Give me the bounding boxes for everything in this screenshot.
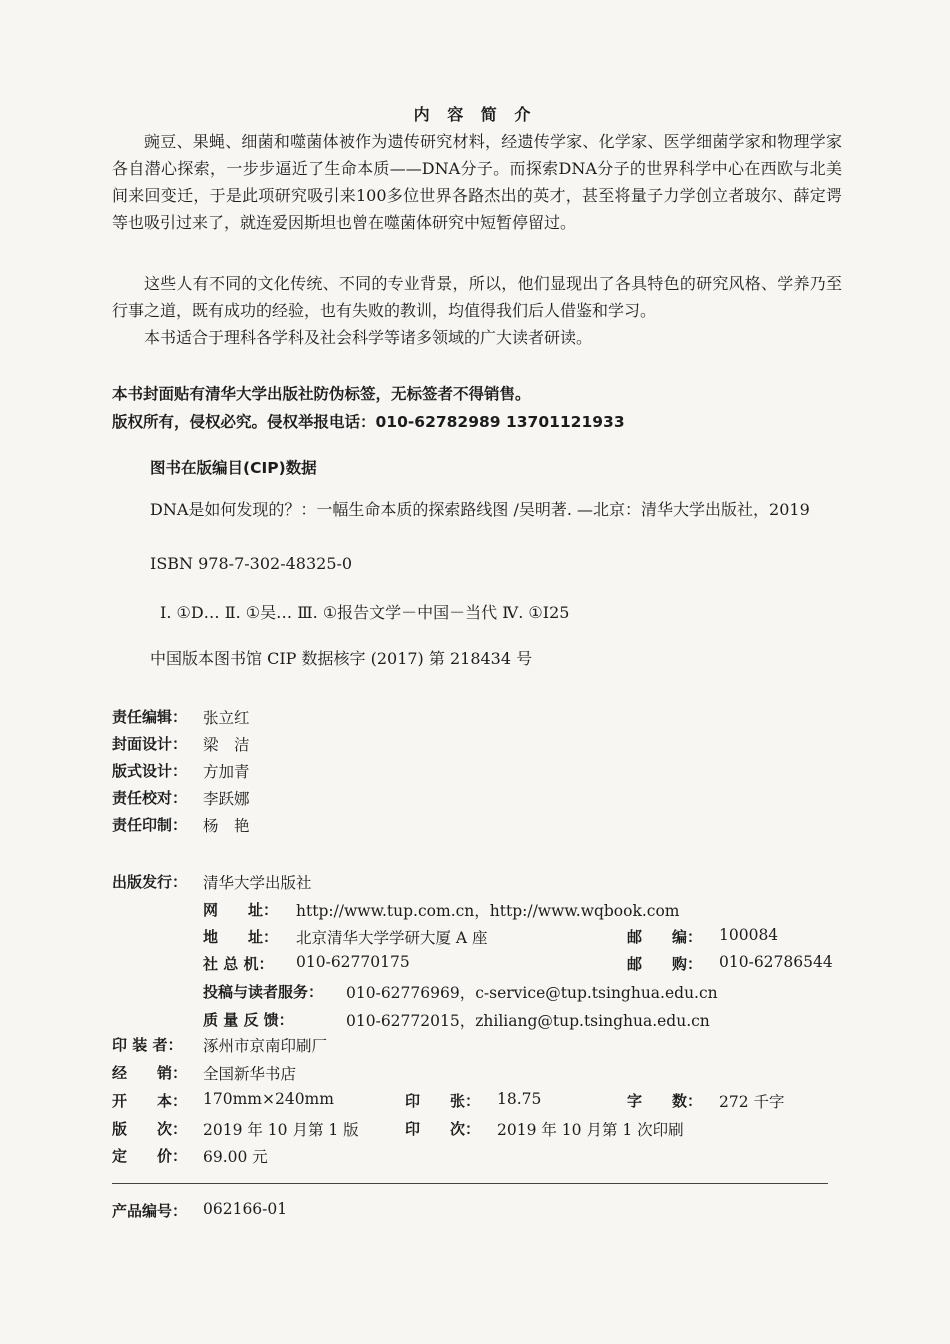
price-label: 定 价： [112, 1147, 188, 1165]
staff-value: 张立红 [203, 709, 250, 727]
switchboard-value: 010-62770175 [296, 953, 410, 971]
format-label: 开 本： [112, 1092, 188, 1110]
printing-value: 2019 年 10 月第 1 次印刷 [497, 1121, 684, 1139]
mailorder-value: 010-62786544 [719, 953, 833, 971]
sheets-label: 印 张： [405, 1092, 481, 1110]
intro-paragraph-2: 这些人有不同的文化传统、不同的专业背景，所以，他们显现出了各具特色的研究风格、学养乃至行事之道，既有成功的经验，也有失败的教训，均值得我们后人借鉴和学习。 [112, 274, 842, 320]
format-value: 170mm×240mm [203, 1090, 334, 1108]
staff-label: 封面设计： [112, 735, 188, 753]
edition-label: 版 次： [112, 1120, 188, 1138]
cip-classification: Ⅰ. ①D… Ⅱ. ①吴… Ⅲ. ①报告文学－中国－当代 Ⅳ. ①I25 [160, 603, 570, 622]
staff-label: 责任编辑： [112, 708, 188, 726]
divider-rule [112, 1183, 828, 1184]
publisher-name: 清华大学出版社 [203, 874, 312, 892]
cip-heading: 图书在版编目(CIP)数据 [150, 459, 317, 477]
intro-paragraph-3: 本书适合于理科各学科及社会科学等诸多领域的广大读者研读。 [144, 328, 593, 347]
website-value: http://www.tup.com.cn，http://www.wqbook.com [296, 902, 680, 920]
intro-title: 内 容 简 介 [413, 105, 537, 124]
cip-entry: DNA是如何发现的？：一幅生命本质的探索路线图 /吴明著. —北京：清华大学出版社，2019 [150, 500, 810, 519]
product-code-value: 062166-01 [203, 1200, 288, 1218]
copyright-notice: 版权所有，侵权必究。侵权举报电话：010-62782989 13701121933 [112, 413, 625, 431]
staff-label: 版式设计： [112, 762, 188, 780]
anti-counterfeit-notice: 本书封面贴有清华大学出版社防伪标签，无标签者不得销售。 [112, 385, 531, 403]
cip-isbn: ISBN 978-7-302-48325-0 [150, 554, 353, 573]
words-value: 272 千字 [719, 1093, 785, 1111]
distributor-label: 经 销： [112, 1064, 188, 1082]
feedback-value: 010-62772015，zhiliang@tup.tsinghua.edu.cn [346, 1012, 710, 1030]
edition-value: 2019 年 10 月第 1 版 [203, 1121, 359, 1139]
service-label: 投稿与读者服务： [203, 983, 324, 1001]
address-value: 北京清华大学学研大厦 A 座 [296, 929, 488, 947]
staff-label: 责任校对： [112, 789, 188, 807]
staff-value: 李跃娜 [203, 790, 250, 808]
website-label: 网 址： [203, 901, 279, 919]
feedback-label: 质 量 反 馈： [203, 1011, 294, 1029]
postcode-label: 邮 编： [627, 928, 703, 946]
postcode-value: 100084 [719, 926, 779, 944]
staff-value: 杨 艳 [203, 817, 250, 835]
switchboard-label: 社 总 机： [203, 955, 274, 973]
price-value: 69.00 元 [203, 1148, 268, 1166]
words-label: 字 数： [627, 1092, 703, 1110]
product-code-label: 产品编号： [112, 1202, 188, 1220]
publisher-label: 出版发行： [112, 873, 188, 891]
mailorder-label: 邮 购： [627, 955, 703, 973]
cip-library-number: 中国版本图书馆 CIP 数据核字 (2017) 第 218434 号 [150, 649, 533, 668]
sheets-value: 18.75 [497, 1090, 542, 1108]
intro-paragraph-1: 豌豆、果蝇、细菌和噬菌体被作为遗传研究材料，经遗传学家、化学家、医学细菌学家和物理学家各自潜心探索，一步步逼近了生命本质——DNA分子。而探索DNA分子的世界科学中心在西欧与北美间来回变迁，于是此项研究吸引来100多位世界各路杰出的英才，甚至将量子力学创立者玻尔、薛定谔等也吸引过来了，就连爱因斯坦也曾在噬菌体研究中短暂停留过。 [112, 132, 842, 232]
service-value: 010-62776969，c-service@tup.tsinghua.edu.cn [346, 984, 718, 1002]
staff-value: 梁 洁 [203, 736, 250, 754]
address-label: 地 址： [203, 928, 279, 946]
staff-value: 方加青 [203, 763, 250, 781]
printer-value: 涿州市京南印刷厂 [203, 1037, 328, 1055]
staff-label: 责任印制： [112, 816, 188, 834]
distributor-value: 全国新华书店 [203, 1065, 297, 1083]
printing-label: 印 次： [405, 1120, 481, 1138]
printer-label: 印 装 者： [112, 1036, 183, 1054]
